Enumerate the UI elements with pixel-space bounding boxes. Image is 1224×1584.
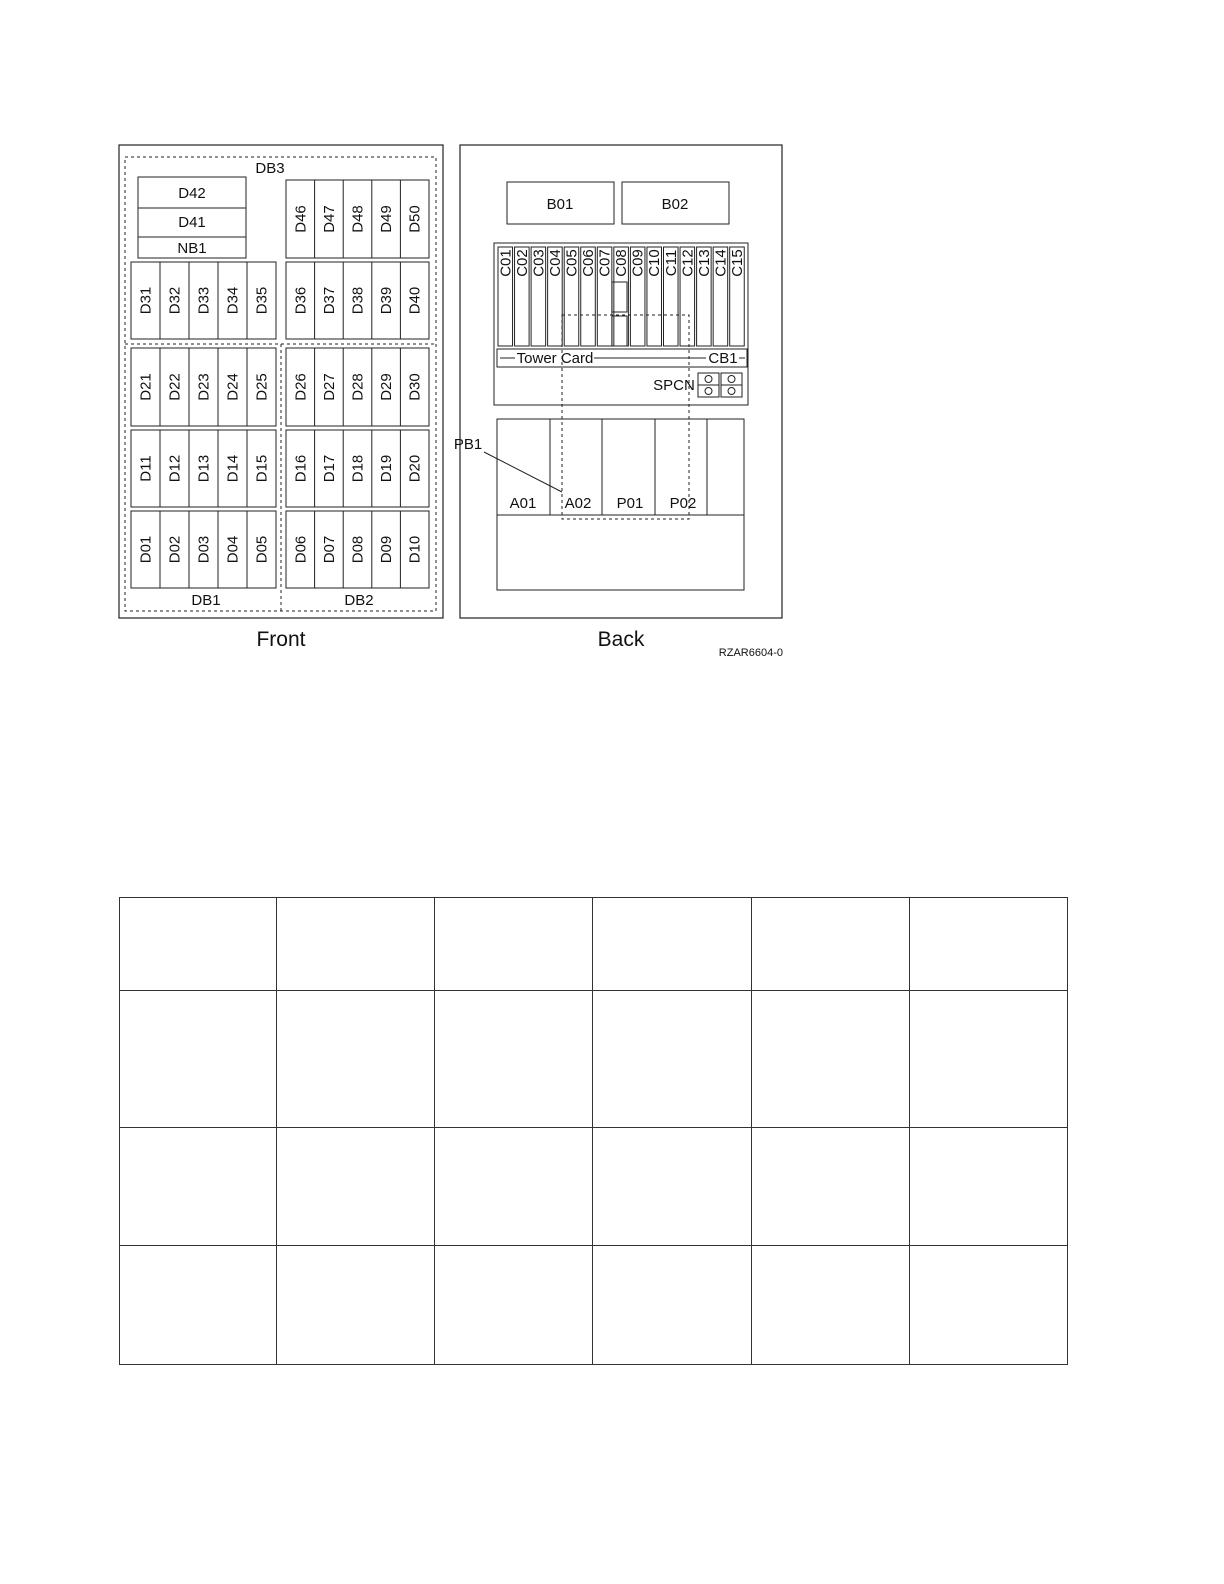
bay-d38: D38: [349, 286, 367, 315]
bay-d19: D19: [378, 454, 396, 483]
table-cell: [120, 898, 277, 991]
card-slot-c08: C08: [613, 249, 631, 277]
table-cell: [752, 898, 910, 991]
cb1-label: CB1: [708, 350, 738, 367]
bay-nb1: NB1: [177, 240, 207, 257]
bay-d49: D49: [378, 205, 396, 233]
bay-d32: D32: [166, 286, 184, 315]
bay-d41: D41: [178, 214, 206, 231]
bay-d17: D17: [320, 454, 338, 483]
front-view: [119, 145, 443, 651]
blank-table: [119, 897, 1068, 1365]
bay-d12: D12: [166, 454, 184, 483]
table-cell: [752, 991, 910, 1128]
table-cell: [593, 1128, 752, 1246]
bay-d05: D05: [253, 535, 271, 564]
power-a02: A02: [564, 495, 592, 512]
bay-d14: D14: [224, 454, 242, 483]
card-slot-c09: C09: [629, 249, 647, 277]
bay-d33: D33: [195, 286, 213, 315]
bay-d47: D47: [320, 205, 338, 233]
table-cell: [910, 1246, 1068, 1365]
bay-d46: D46: [292, 205, 310, 233]
card-slot-c04: C04: [546, 249, 564, 277]
bay-d26: D26: [292, 373, 310, 401]
bay-d10: D10: [406, 535, 424, 564]
table-cell: [910, 991, 1068, 1128]
system-unit-diagram: [0, 0, 1224, 700]
card-slot-c05: C05: [563, 249, 581, 277]
power-p02: P02: [669, 495, 697, 512]
blower-b01: B01: [546, 196, 574, 213]
table-cell: [435, 991, 593, 1128]
bay-d20: D20: [406, 454, 424, 483]
bay-d01: D01: [137, 535, 155, 564]
card-slots: [497, 247, 746, 346]
back-caption: Back: [597, 628, 645, 651]
card-slot-c06: C06: [580, 249, 598, 277]
table-cell: [910, 1128, 1068, 1246]
table-cell: [120, 991, 277, 1128]
card-slot-c03: C03: [530, 249, 548, 277]
table-cell: [593, 1246, 752, 1365]
table-cell: [277, 1246, 435, 1365]
table-cell: [277, 991, 435, 1128]
pb1-label: PB1: [453, 436, 483, 453]
bay-d25: D25: [253, 373, 271, 401]
table-row: [120, 1246, 1068, 1365]
blower-b02: B02: [661, 196, 689, 213]
bay-d29: D29: [378, 373, 396, 401]
table-cell: [120, 1246, 277, 1365]
table-cell: [277, 1128, 435, 1246]
table-row: [120, 991, 1068, 1128]
table-cell: [752, 1246, 910, 1365]
card-slot-c01: C01: [497, 249, 515, 277]
bay-d28: D28: [349, 373, 367, 401]
bay-d31: D31: [137, 286, 155, 315]
figure-id: RZAR6604-0: [718, 647, 783, 659]
bay-d04: D04: [224, 535, 242, 564]
bay-d02: D02: [166, 535, 184, 564]
spcn-label: SPCN: [653, 377, 695, 394]
table-row: [120, 898, 1068, 991]
db1-label: DB1: [191, 592, 221, 609]
bay-d13: D13: [195, 454, 213, 483]
back-view: [454, 145, 782, 651]
card-slot-c02: C02: [513, 249, 531, 277]
bay-d40: D40: [406, 286, 424, 315]
db3-label: DB3: [255, 160, 285, 177]
table-cell: [593, 991, 752, 1128]
table-cell: [277, 898, 435, 991]
table-cell: [435, 898, 593, 991]
table-cell: [752, 1128, 910, 1246]
bay-d50: D50: [406, 205, 424, 233]
table-cell: [435, 1128, 593, 1246]
table-cell: [910, 898, 1068, 991]
bay-d15: D15: [253, 454, 271, 483]
bay-d27: D27: [320, 373, 338, 401]
db2-label: DB2: [344, 592, 374, 609]
bay-d23: D23: [195, 373, 213, 401]
table-cell: [435, 1246, 593, 1365]
bay-d36: D36: [292, 286, 310, 315]
tower-card-label: Tower Card: [516, 350, 594, 367]
bay-d37: D37: [320, 286, 338, 315]
table-cell: [593, 898, 752, 991]
card-slot-c10: C10: [646, 249, 664, 277]
spcn-connectors: [698, 373, 742, 397]
bay-d09: D09: [378, 535, 396, 564]
card-slot-c14: C14: [712, 249, 730, 277]
power-p01: P01: [616, 495, 644, 512]
bay-d11: D11: [137, 455, 155, 482]
bay-d39: D39: [378, 286, 396, 315]
bay-d48: D48: [349, 205, 367, 233]
bay-d34: D34: [224, 286, 242, 315]
table-row: [120, 1128, 1068, 1246]
card-slot-c07: C07: [596, 249, 614, 277]
bay-d24: D24: [224, 373, 242, 401]
bay-d06: D06: [292, 535, 310, 564]
bay-d30: D30: [406, 373, 424, 401]
bay-d42: D42: [178, 185, 206, 202]
card-slot-c11: C11: [662, 249, 680, 277]
bay-d22: D22: [166, 373, 184, 401]
front-caption: Front: [256, 628, 306, 651]
bay-d21: D21: [137, 373, 155, 401]
table-cell: [120, 1128, 277, 1246]
card-slot-c15: C15: [728, 249, 746, 277]
card-slot-c12: C12: [679, 249, 697, 277]
bay-d16: D16: [292, 454, 310, 483]
bay-d18: D18: [349, 454, 367, 483]
card-slot-c13: C13: [695, 249, 713, 277]
bay-d35: D35: [253, 286, 271, 315]
bay-d03: D03: [195, 535, 213, 564]
front-disk-bays: [131, 180, 429, 588]
power-a01: A01: [509, 495, 537, 512]
bay-d08: D08: [349, 535, 367, 564]
bay-d07: D07: [320, 535, 338, 564]
